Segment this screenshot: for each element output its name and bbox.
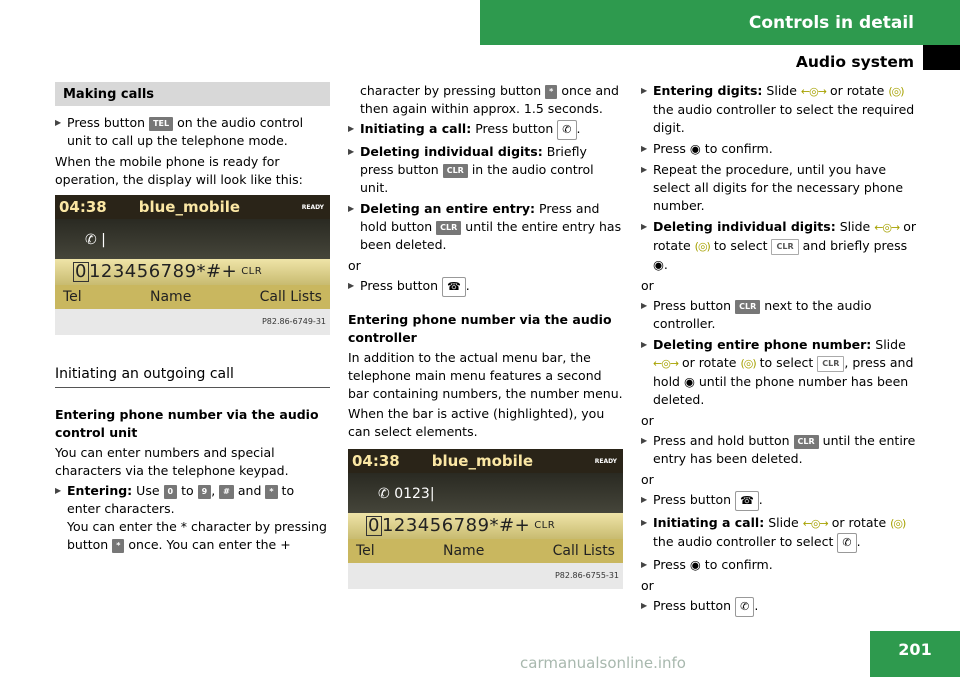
slide-controller-icon: ←◎→	[802, 517, 828, 530]
key-star-icon: *	[265, 485, 277, 499]
press-controller-icon: ◉	[653, 257, 664, 272]
column-1	[55, 82, 330, 557]
list-item: ▶ Deleting individual digits: Slide ←◎→ or rotate (◎) to select CLR and briefly press ◉.	[641, 218, 917, 274]
paragraph: In addition to the actual menu bar, the telephone main menu features a second bar containing numbers, the number menu.	[348, 350, 623, 401]
section-tab: Controls in detail	[480, 0, 960, 45]
handset-icon: ✆	[378, 486, 395, 502]
paragraph: When the bar is active (highlighted), you can select elements.	[348, 406, 605, 439]
tel-button-icon: TEL	[149, 117, 173, 131]
list-item: ▶ Press button CLR next to the audio controller.	[641, 297, 917, 333]
column-2: character by pressing button * once and then again within approx. 1.5 seconds. ▶ Initiating a call: Press button ✆ . ▶ Deleting individual digits: Briefly press button CLR in the audio control unit. ▶ Deleting an entire entry: Press and hold button CLR until the entire entry has been deleted. or ▶ Press button ☎ . Entering phone number via the audio controller In addition to the actual menu bar, the telephone main menu features a second bar containing numbers, the number menu. When the bar is active (highlighted), you can select elements. 04:38 blue_mobile READY ✆ 0123| 0 123456789*#+ CLR Tel Name Call Lists P82.86-6755-31	[348, 82, 624, 601]
press-controller-icon: ◉	[689, 141, 701, 156]
slide-controller-icon: ←◎→	[653, 357, 679, 370]
clr-button-icon: CLR	[436, 221, 461, 235]
list-item: ▶ Press and hold button CLR until the entire entry has been deleted.	[641, 432, 917, 468]
list-item: ▶ Initiating a call: Press button ✆ .	[348, 120, 624, 140]
end-call-button-icon: ☎	[735, 491, 759, 511]
list-item: ▶ Initiating a call: Slide ←◎→ or rotate (◎) the audio controller to select ✆ .	[641, 514, 917, 553]
heading: Entering phone number via the audio control unit	[55, 407, 319, 440]
clr-button-icon: CLR	[794, 435, 819, 449]
list-item: ▶ Entering digits: Slide ←◎→ or rotate (◎) the audio controller to select the required digit.	[641, 82, 917, 137]
thumb-mark	[923, 45, 960, 70]
subsection-heading: Initiating an outgoing call	[55, 365, 330, 388]
list-item: ▶ Press ◉ to confirm.	[641, 140, 917, 158]
section-heading: Making calls	[55, 82, 330, 106]
paragraph: You can enter numbers and special characters via the telephone keypad.	[55, 445, 289, 478]
clr-button-icon: CLR	[735, 300, 760, 314]
call-button-icon: ✆	[735, 597, 754, 617]
clr-symbol-icon: CLR	[771, 239, 798, 255]
press-controller-icon: ◉	[683, 374, 695, 389]
key-0-icon: 0	[164, 485, 178, 499]
end-call-button-icon: ☎	[442, 277, 466, 297]
list-item: ▶ Press button ✆ .	[641, 597, 917, 617]
paragraph: When the mobile phone is ready for operation, the display will look like this:	[55, 154, 303, 187]
watermark: carmanualsonline.info	[520, 654, 686, 672]
clr-symbol-icon: CLR	[817, 356, 844, 372]
key-star-icon: *	[112, 539, 124, 553]
slide-controller-icon: ←◎→	[874, 221, 900, 234]
call-button-icon: ✆	[557, 120, 576, 140]
key-hash-icon: #	[219, 485, 234, 499]
rotate-controller-icon: (◎)	[890, 517, 906, 530]
key-9-icon: 9	[198, 485, 212, 499]
list-item: ▶ Deleting an entire entry: Press and hold button CLR until the entire entry has been deleted.	[348, 200, 624, 254]
press-controller-icon: ◉	[689, 557, 701, 572]
slide-controller-icon: ←◎→	[800, 85, 826, 98]
rotate-controller-icon: (◎)	[740, 357, 756, 370]
subsection-title: Audio system	[795, 53, 914, 71]
key-star-icon: *	[545, 85, 557, 99]
list-item: ▶ Press ◉ to confirm.	[641, 556, 917, 574]
rotate-controller-icon: (◎)	[694, 240, 710, 253]
list-item: ▶ Press button ☎ .	[641, 491, 917, 511]
list-item: ▶ Press button TEL on the audio control unit to call up the telephone mode.	[55, 114, 330, 150]
list-item: ▶ Deleting entire phone number: Slide ←◎→ or rotate (◎) to select CLR , press and hold ◉ until the phone number has been deleted.	[641, 336, 917, 409]
list-item: ▶ Press button ☎ .	[348, 277, 624, 297]
heading: Entering phone number via the audio controller	[348, 312, 612, 345]
list-item: ▶ Deleting individual digits: Briefly press button CLR in the audio control unit.	[348, 143, 624, 197]
clr-button-icon: CLR	[443, 164, 468, 178]
list-item: ▶ Repeat the procedure, until you have select all digits for the necessary phone number.	[641, 161, 917, 215]
column-3: ▶ Entering digits: Slide ←◎→ or rotate (◎) the audio controller to select the required digit. ▶ Press ◉ to confirm. ▶ Repeat the procedure, until you have select all digits for the necessary phone number. ▶ Deleting individual digits: Slide ←◎→ or rotate (◎) to select CLR and briefly press ◉. or ▶ Press button CLR next to the audio controller. ▶ Deleting entire phone number: Slide ←◎→ or rotate (◎) to select CLR , press and hold ◉ until the phone number has been deleted. or ▶ Press and hold button CLR until the entire entry has been deleted. or ▶ Press button ☎ . ▶ Initiating a call: Slide ←◎→ or rotate (◎) the audio controller to select ✆ . ▶ Press ◉ to confirm. or ▶ Press button ✆ .	[641, 82, 917, 620]
rotate-controller-icon: (◎)	[888, 85, 904, 98]
call-symbol-icon: ✆	[837, 533, 856, 553]
paragraph: character by pressing button * once and then again within approx. 1.5 seconds.	[360, 83, 619, 116]
list-item: ▶ Entering: Use 0 to 9 , # and * to enter characters. You can enter the * character by pressing button * once. You can enter the +	[55, 482, 330, 554]
handset-icon: ✆ |	[85, 232, 106, 248]
page-number: 201	[870, 631, 960, 677]
display-screenshot: 04:38 blue_mobile READY ✆ 0123| 0 123456789*#+ CLR Tel Name Call Lists P82.86-6755-31	[348, 449, 623, 589]
display-screenshot: 04:38 blue_mobile READY ✆ | 0 123456789*#+ CLR Tel Name Call Lists P82.86-6749-31	[55, 195, 330, 335]
